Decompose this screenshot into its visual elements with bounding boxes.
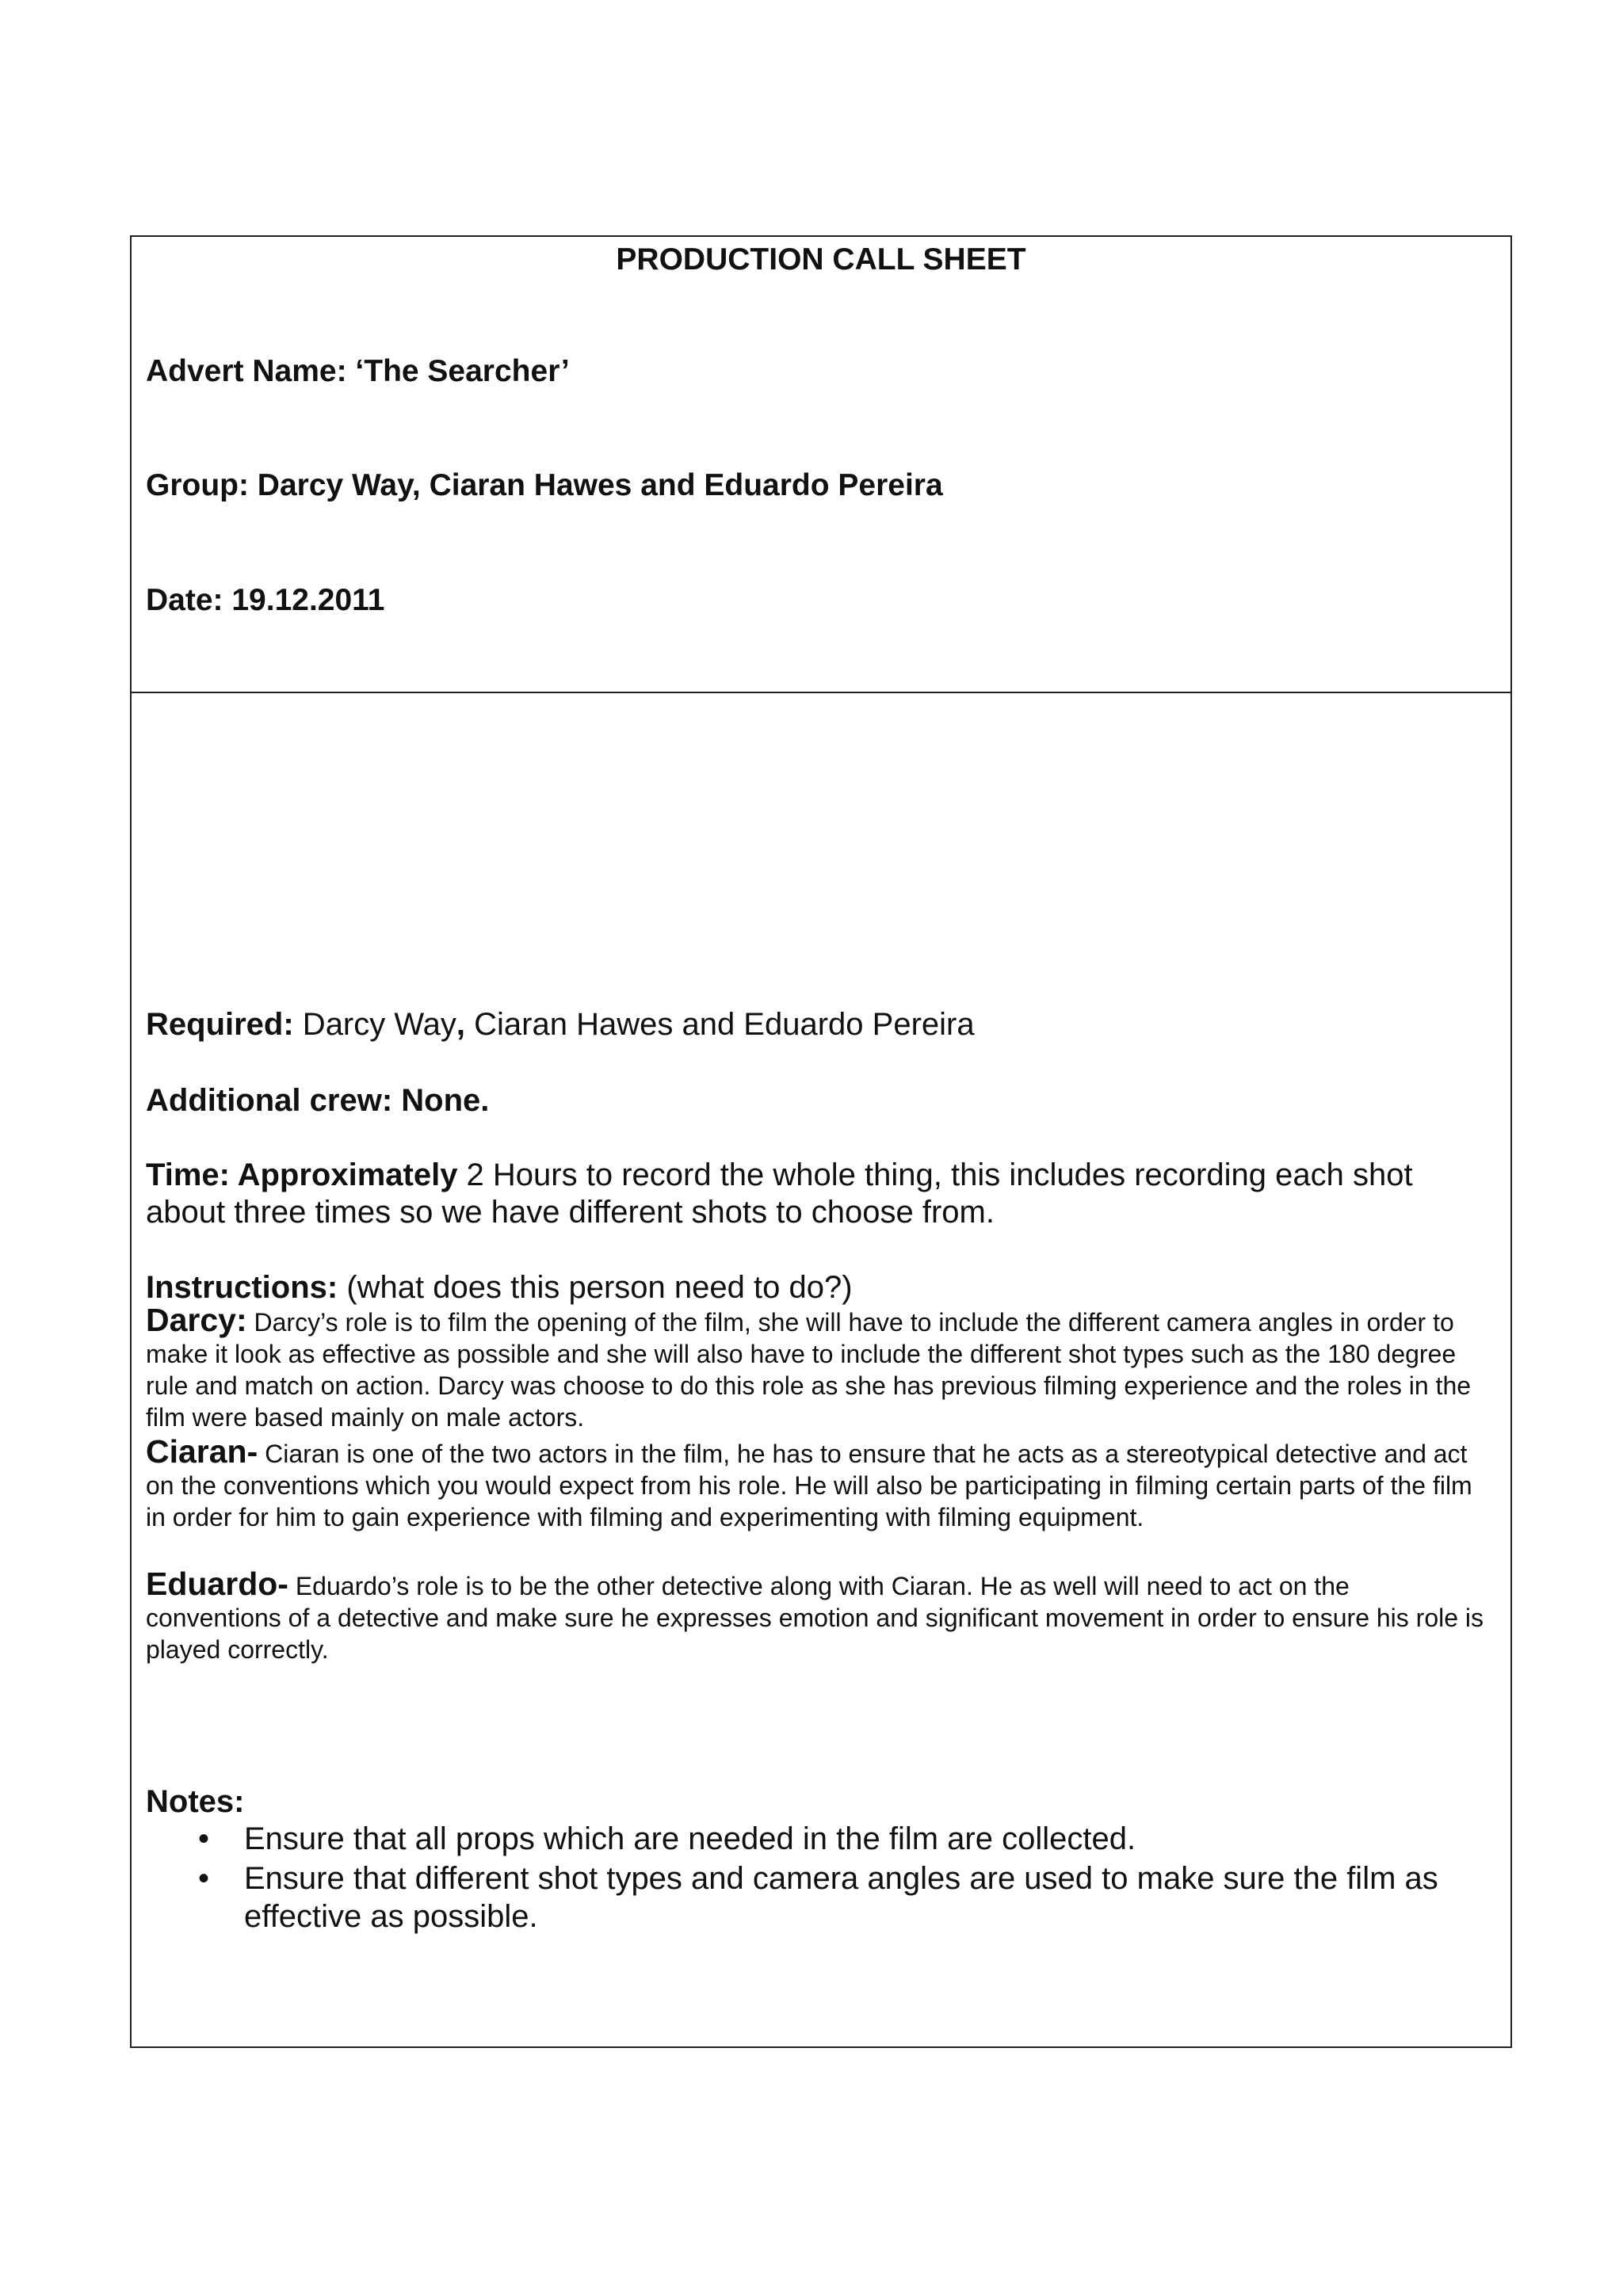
time-value: 2 Hours to record the whole thing, this includes recording each shot about three times so we have different shots to choose from. bbox=[146, 1158, 1413, 1230]
instructions-value: (what does this person need to do?) bbox=[338, 1270, 853, 1305]
role-description: Ciaran is one of the two actors in the film, he has to ensure that he acts as a stereotypical detective and act on the conventions which you would expect from his role. He will also be participating in filming certain parts of the film in order for him to gain experience with filming and experimenting with filming equipment. bbox=[146, 1440, 1472, 1531]
list-item bbox=[146, 1820, 1491, 1858]
bullet-icon: • bbox=[198, 1821, 210, 1856]
note-text: Ensure that all props which are needed in the film are collected. bbox=[244, 1821, 1136, 1856]
role-eduardo bbox=[146, 1568, 1491, 1665]
time-label: Time: Approximately bbox=[146, 1158, 458, 1192]
notes-label: Notes: bbox=[146, 1784, 245, 1819]
note-text: Ensure that different shot types and camera angles are used to make sure the film as effective as possible. bbox=[244, 1861, 1438, 1934]
time-paragraph bbox=[146, 1157, 1491, 1231]
role-darcy bbox=[146, 1304, 1491, 1433]
bullet-icon: • bbox=[198, 1861, 210, 1896]
required-label: Required: bbox=[146, 1007, 294, 1042]
additional-crew: Additional crew: None. bbox=[146, 1083, 490, 1118]
header-cell bbox=[132, 237, 1510, 693]
instructions-label: Instructions: bbox=[146, 1270, 338, 1305]
group-members: Group: Darcy Way, Ciaran Hawes and Eduardo Pereira bbox=[146, 468, 943, 502]
required-value-rest: Ciaran Hawes and Eduardo Pereira bbox=[465, 1007, 975, 1042]
role-description: Eduardo’s role is to be the other detective along with Ciaran. He as well will need to act on the conventions of a detective and make sure he expresses emotion and significant movement in order to ensure his role is played correctly. bbox=[146, 1572, 1484, 1664]
role-name: Ciaran- bbox=[146, 1433, 258, 1470]
instructions-line bbox=[146, 1268, 853, 1306]
required-value-first: Darcy Way bbox=[293, 1007, 456, 1042]
shoot-date: Date: 19.12.2011 bbox=[146, 583, 385, 617]
notes-list bbox=[146, 1820, 1491, 1937]
list-item bbox=[146, 1859, 1491, 1936]
call-sheet-table bbox=[130, 235, 1512, 2048]
role-name: Darcy: bbox=[146, 1302, 247, 1338]
role-ciaran bbox=[146, 1433, 1491, 1533]
advert-name: Advert Name: ‘The Searcher’ bbox=[146, 354, 570, 388]
required-comma: , bbox=[456, 1007, 466, 1042]
required-line bbox=[146, 1005, 975, 1043]
role-name: Eduardo- bbox=[146, 1566, 288, 1602]
role-description: Darcy’s role is to film the opening of the film, she will have to include the different camera angles in order to make it look as effective as possible and she will also have to include the different shot types such as the 180 degree rule and match on action. Darcy was choose to do this role as she has previous filming experience and the roles in the film were based mainly on male actors. bbox=[146, 1308, 1472, 1432]
page-title: PRODUCTION CALL SHEET bbox=[616, 242, 1026, 277]
